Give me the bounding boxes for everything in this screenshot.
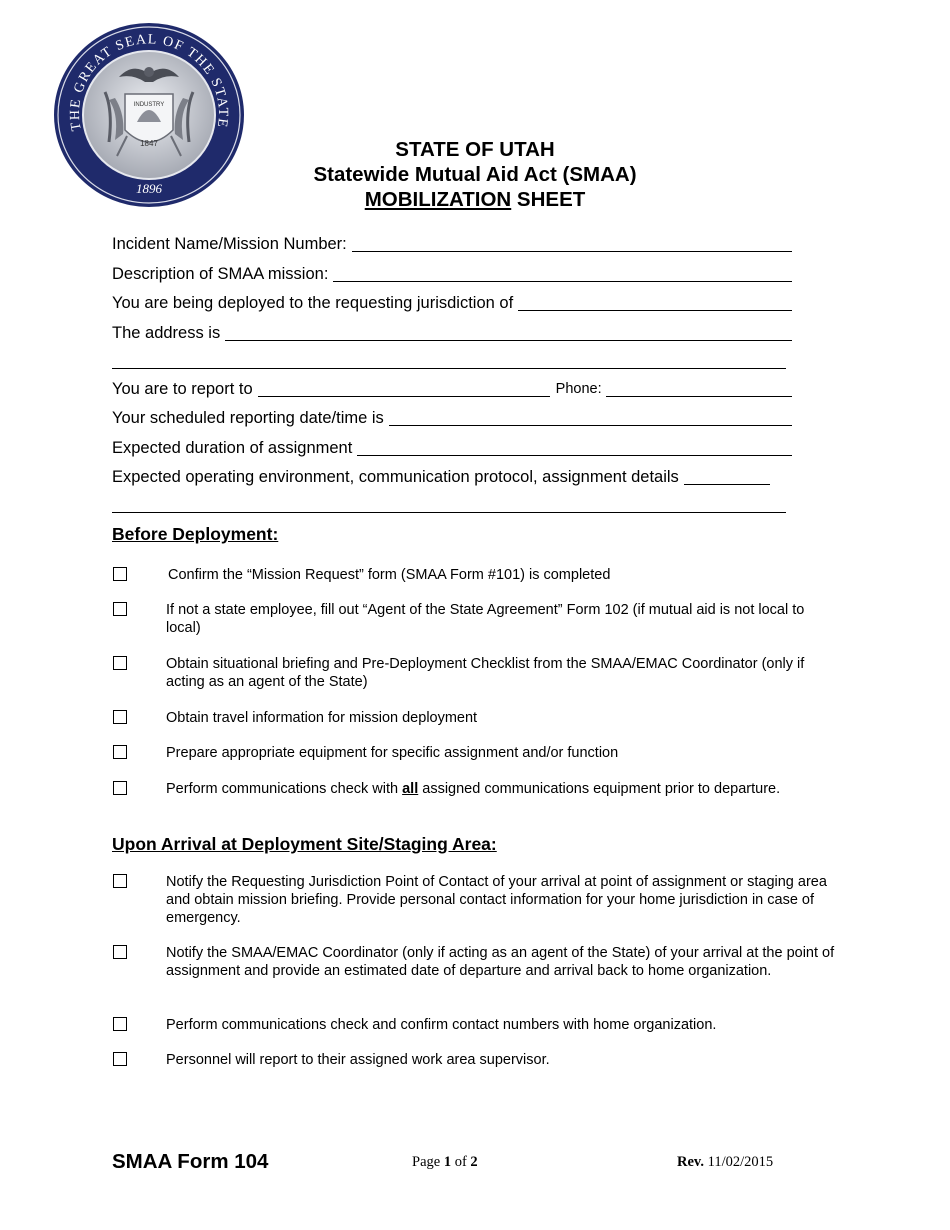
checklist-item-text: Notify the SMAA/EMAC Coordinator (only if acting as an agent of the State) of your arrival at the point of assignment and provide an estimated date of departure and arrival back to home organization. [166, 945, 835, 979]
seal-inner-year: 1847 [140, 139, 158, 148]
environment-label: Expected operating environment, communication protocol, assignment details [112, 468, 679, 486]
address-label: The address is [112, 324, 221, 342]
checklist-item-text: Perform communications check and confirm contact numbers with home organization. [166, 1017, 717, 1033]
seal-motto: INDUSTRY [133, 102, 165, 108]
title-state: STATE OF UTAH [395, 138, 555, 161]
duration-field [112, 438, 792, 458]
checkbox[interactable] [113, 874, 127, 888]
address-input-line[interactable] [225, 326, 792, 341]
before-deployment-heading: Before Deployment: [112, 524, 279, 544]
description-input-line[interactable] [333, 267, 792, 282]
footer-page-number [412, 1154, 478, 1171]
checkbox[interactable] [113, 567, 127, 581]
incident-field [112, 234, 792, 254]
checklist-item-emphasis: all [402, 781, 419, 797]
checklist-item-text [166, 780, 842, 798]
environment-field [112, 467, 792, 487]
reporting-datetime-field [112, 408, 792, 428]
checkbox[interactable] [113, 1017, 127, 1031]
checklist-item-text: Personnel will report to their assigned work area supervisor. [166, 1052, 550, 1068]
jurisdiction-label: You are being deployed to the requesting jurisdiction of [112, 294, 514, 312]
checkbox[interactable] [113, 710, 127, 724]
checkbox[interactable] [113, 781, 127, 795]
reporting-datetime-input-line[interactable] [389, 411, 792, 426]
checklist-item-text: If not a state employee, fill out “Agent of the State Agreement” Form 102 (if mutual aid is not local to local) [166, 602, 805, 636]
checkbox[interactable] [113, 1052, 127, 1066]
state-seal-logo [53, 22, 245, 208]
checklist-item-text: Notify the Requesting Jurisdiction Point of Contact of your arrival at point of assignment or staging area and obtain mission briefing. Provide personal contact information for your home jurisdiction in case of emergency. [166, 874, 827, 926]
footer-page-word: Page [412, 1154, 444, 1170]
checklist-item-text: Obtain situational briefing and Pre-Deployment Checklist from the SMAA/EMAC Coordinator (only if acting as an agent of the State) [166, 656, 805, 690]
checklist-item-text: Obtain travel information for mission deployment [166, 710, 478, 726]
phone-label: Phone: [555, 381, 602, 397]
report-to-input-line[interactable] [258, 382, 550, 397]
reporting-datetime-label: Your scheduled reporting date/time is [112, 409, 384, 427]
footer-page-total: 2 [470, 1154, 478, 1170]
title-mobilization: MOBILIZATION [364, 188, 512, 211]
seal-ring-text: THE GREAT SEAL OF THE STATE [67, 32, 231, 133]
checklist-item-text-end: assigned communications equipment prior to departure. [418, 781, 781, 797]
checkbox[interactable] [113, 656, 127, 670]
form-title [230, 137, 720, 212]
jurisdiction-input-line[interactable] [518, 296, 792, 311]
footer-revision [677, 1154, 773, 1171]
environment-continuation-line[interactable] [112, 512, 786, 513]
address-continuation-line[interactable] [112, 368, 786, 369]
title-sheet [230, 187, 720, 212]
footer-rev-date: 11/02/2015 [703, 1154, 774, 1170]
address-field [112, 323, 792, 343]
incident-input-line[interactable] [352, 237, 792, 252]
upon-arrival-heading: Upon Arrival at Deployment Site/Staging Area: [112, 834, 497, 854]
footer-page-of: of [451, 1154, 471, 1170]
checkbox[interactable] [113, 602, 127, 616]
checkbox[interactable] [113, 945, 127, 959]
description-field [112, 264, 792, 284]
checkbox[interactable] [113, 745, 127, 759]
jurisdiction-field [112, 293, 792, 313]
checklist-item-text: Prepare appropriate equipment for specific assignment and/or function [166, 745, 619, 761]
duration-input-line[interactable] [357, 441, 792, 456]
footer-page-current: 1 [443, 1154, 452, 1170]
phone-input-line[interactable] [606, 382, 792, 397]
report-to-label: You are to report to [112, 380, 253, 398]
footer-form-number: SMAA Form 104 [112, 1150, 269, 1173]
duration-label: Expected duration of assignment [112, 439, 353, 457]
checklist-item-text-start: Perform communications check with [166, 781, 403, 797]
seal-year: 1896 [136, 181, 162, 196]
checklist-item-text: Confirm the “Mission Request” form (SMAA Form #101) is completed [168, 567, 611, 583]
report-to-field [112, 379, 792, 399]
title-act: Statewide Mutual Aid Act (SMAA) [313, 163, 637, 186]
incident-label: Incident Name/Mission Number: [112, 235, 347, 253]
environment-input-line[interactable] [684, 470, 770, 485]
description-label: Description of SMAA mission: [112, 265, 329, 283]
title-sheet-word: SHEET [511, 188, 586, 211]
footer-rev-label: Rev. [677, 1154, 704, 1170]
